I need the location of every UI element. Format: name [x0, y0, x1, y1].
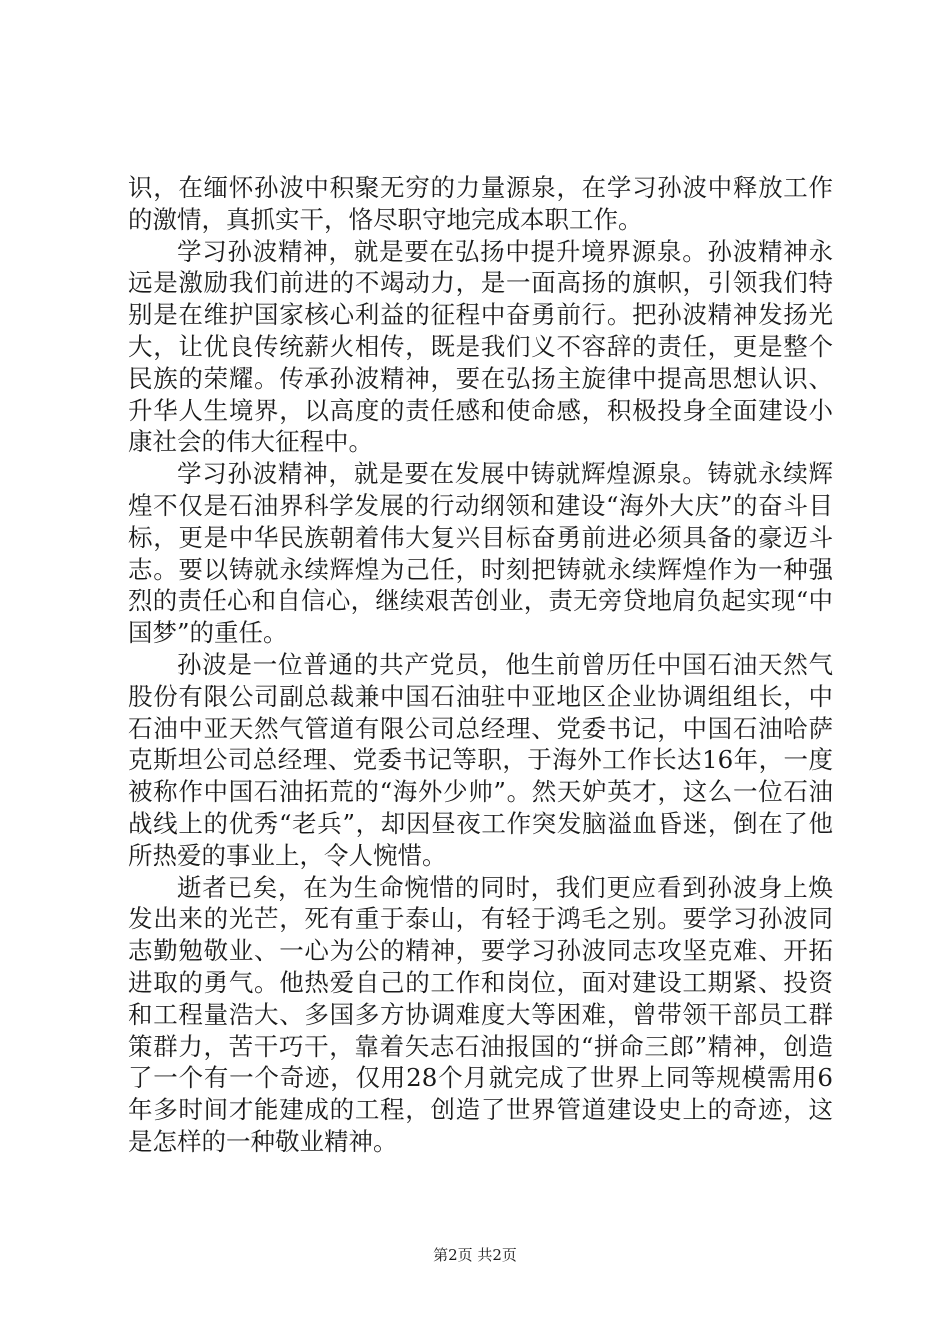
paragraph-3: 学习孙波精神，就是要在发展中铸就辉煌源泉。铸就永续辉煌不仅是石油界科学发展的行动纲领和建设“海外大庆”的奋斗目标，更是中华民族朝着伟大复兴目标奋勇前进必须具备的豪迈斗志。要以铸就永续辉煌为己任，时刻把铸就永续辉煌作为一种强烈的责任心和自信心，继续艰苦创业，责无旁贷地肩负起实现“中国梦”的重任。: [128, 459, 833, 648]
paragraph-1: 识，在缅怀孙波中积聚无穷的力量源泉，在学习孙波中释放工作的激情，真抓实干，恪尽职守地完成本职工作。: [128, 173, 833, 234]
paragraph-4: 孙波是一位普通的共产党员，他生前曾历任中国石油天然气股份有限公司副总裁兼中国石油驻中亚地区企业协调组组长，中石油中亚天然气管道有限公司总经理、党委书记，中国石油哈萨克斯坦公司总经理、党委书记等职，于海外工作长达16年，一度被称作中国石油拓荒的“海外少帅”。然天妒英才，这么一位石油战线上的优秀“老兵”，却因昼夜工作突发脑溢血昏迷，倒在了他所热爱的事业上，令人惋惜。: [128, 649, 833, 870]
document-body: [128, 172, 833, 1158]
paragraph-2: 学习孙波精神，就是要在弘扬中提升境界源泉。孙波精神永远是激励我们前进的不竭动力，是一面高扬的旗帜，引领我们特别是在维护国家核心利益的征程中奋勇前行。把孙波精神发扬光大，让优良传统薪火相传，既是我们义不容辞的责任，更是整个民族的荣耀。传承孙波精神，要在弘扬主旋律中提高思想认识、升华人生境界，以高度的责任感和使命感，积极投身全面建设小康社会的伟大征程中。: [128, 236, 833, 457]
page-number: 第2页 共2页: [433, 1246, 517, 1264]
page-footer: [0, 1244, 950, 1265]
paragraph-5: 逝者已矣，在为生命惋惜的同时，我们更应看到孙波身上焕发出来的光芒，死有重于泰山，有轻于鸿毛之别。要学习孙波同志勤勉敬业、一心为公的精神，要学习孙波同志攻坚克难、开拓进取的勇气。他热爱自己的工作和岗位，面对建设工期紧、投资和工程量浩大、多国多方协调难度大等困难，曾带领干部员工群策群力，苦干巧干，靠着矢志石油报国的“拼命三郎”精神，创造了一个有一个奇迹，仅用28个月就完成了世界上同等规模需用6年多时间才能建成的工程，创造了世界管道建设史上的奇迹，这是怎样的一种敬业精神。: [128, 872, 833, 1156]
